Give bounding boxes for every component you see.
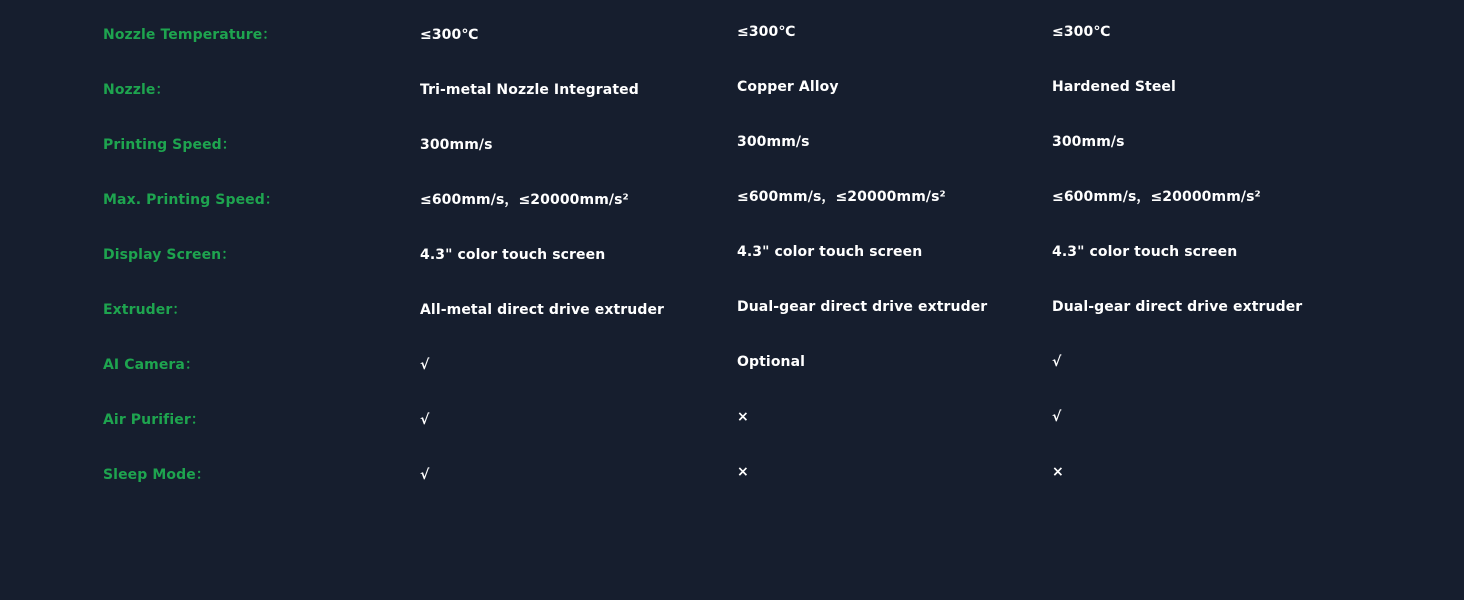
spec-value: 300mm/s — [420, 137, 493, 153]
spec-value: 4.3" color touch screen — [737, 244, 923, 260]
spec-label: Nozzle： — [103, 82, 170, 98]
check-mark-icon: √ — [420, 412, 430, 428]
spec-row-air-purifier — [0, 408, 1464, 463]
spec-value: ≤600mm/s，≤20000mm/s² — [737, 189, 946, 205]
spec-row-sleep-mode — [0, 463, 1464, 518]
spec-label: Extruder： — [103, 302, 187, 318]
spec-row-display-screen — [0, 243, 1464, 298]
spec-row-nozzle — [0, 78, 1464, 133]
spec-value: ≤300℃ — [737, 24, 796, 40]
spec-value: 300mm/s — [1052, 134, 1125, 150]
spec-value: Dual-gear direct drive extruder — [737, 299, 988, 315]
spec-value: ≤600mm/s，≤20000mm/s² — [420, 192, 629, 208]
spec-label: Sleep Mode： — [103, 467, 210, 483]
check-mark-icon: √ — [420, 357, 430, 373]
spec-value: ≤300℃ — [420, 27, 479, 43]
spec-value: Optional — [737, 354, 806, 370]
spec-value: 4.3" color touch screen — [420, 247, 606, 263]
cross-mark-icon: × — [737, 409, 749, 425]
spec-row-extruder — [0, 298, 1464, 353]
spec-value: Tri-metal Nozzle Integrated — [420, 82, 639, 98]
spec-label: Printing Speed： — [103, 137, 236, 153]
spec-value: Hardened Steel — [1052, 79, 1176, 95]
spec-label: Nozzle Temperature： — [103, 27, 277, 43]
check-mark-icon: √ — [420, 467, 430, 483]
spec-value: All-metal direct drive extruder — [420, 302, 665, 318]
spec-value: ≤300℃ — [1052, 24, 1111, 40]
cross-mark-icon: × — [1052, 464, 1064, 480]
spec-value: 300mm/s — [737, 134, 810, 150]
spec-label: Max. Printing Speed： — [103, 192, 280, 208]
spec-value: Dual-gear direct drive extruder — [1052, 299, 1303, 315]
check-mark-icon: √ — [1052, 354, 1062, 370]
spec-label: AI Camera： — [103, 357, 200, 373]
spec-row-ai-camera — [0, 353, 1464, 408]
cross-mark-icon: × — [737, 464, 749, 480]
check-mark-icon: √ — [1052, 409, 1062, 425]
spec-value: 4.3" color touch screen — [1052, 244, 1238, 260]
spec-value: Copper Alloy — [737, 79, 839, 95]
spec-label: Air Purifier： — [103, 412, 205, 428]
spec-row-nozzle-temperature — [0, 23, 1464, 78]
spec-label: Display Screen： — [103, 247, 236, 263]
spec-row-printing-speed — [0, 133, 1464, 188]
spec-value: ≤600mm/s，≤20000mm/s² — [1052, 189, 1261, 205]
spec-row-max-printing-speed — [0, 188, 1464, 243]
